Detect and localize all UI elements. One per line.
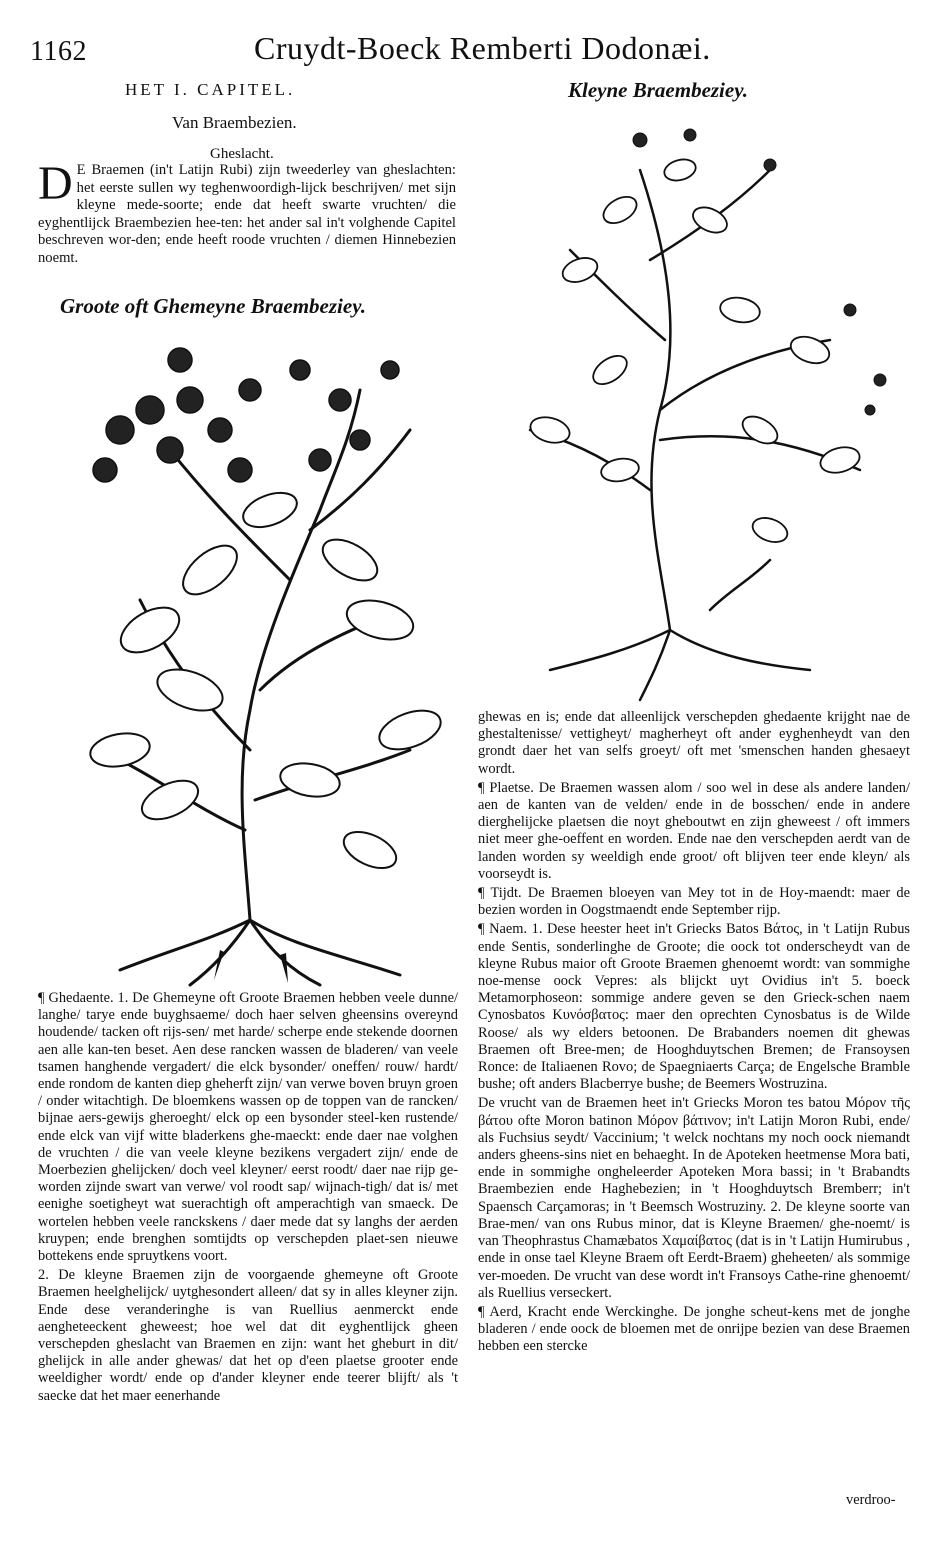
right-illustration-caption: Kleyne Braembeziey. bbox=[568, 78, 749, 102]
right-paragraph: ¶ Naem. 1. Dese heester heet in't Griecks Batos Βάτος, in 't Latijn Rubus ende Sentis, sonderlinghe de Groote; die oock tot onderscheydt van de kleyne Rubus maior oft Groote Braemen ghenoemt wordt: van sommighe noe-mense oock Vepres: als blijckt uyt Ovidius in't 5. boeck Metamorphoseon: sommige andere geven se den Grieck-schen naem Cynosbatos Κυνόσβατος: maer den oprechten Cynosbatus is de Wilde Roose/ als wy elders betoonen. De Brabanders noemen dit ghewas Braemen oft Bree-men; de Hooghduytschen Bremen; de Fransoysen Ronce: de Italiaenen Rovo; de Spaegniaerts Carça; de Engelsche Bramble bushe; oft anders Blacberrye bushe; de Beemers Wostruzina. bbox=[478, 921, 910, 1093]
chapter-title: HET I. CAPITEL. bbox=[125, 80, 296, 99]
left-illustration-caption: Groote oft Ghemeyne Braembeziey. bbox=[60, 294, 366, 318]
chapter-subtitle: Van Braembezien. bbox=[172, 113, 297, 132]
catchword: verdroo- bbox=[846, 1492, 896, 1508]
small-bramble-woodcut bbox=[510, 110, 920, 710]
right-paragraph: ¶ Plaetse. De Braemen wassen alom / soo wel in dese als andere landen/ aen de kanten van de velden/ ende in de bosschen/ ende in andere dierghelijcke plaetsen die noyt gheboutwt en zijn gheweest / oft immers niet meer ghe-oeffent en worden. Ende nae den verschepden aerdt van de landen worden sy weeldigh ende groot/ oft blijven teer ende kleyn/ als voorseydt is. bbox=[478, 779, 910, 882]
page-number: 1162 bbox=[30, 36, 87, 67]
left-text-column bbox=[38, 990, 458, 1407]
large-bramble-woodcut bbox=[60, 330, 465, 990]
right-text-column bbox=[478, 709, 910, 1358]
intro-paragraph bbox=[38, 157, 456, 268]
right-paragraph: ¶ Aerd, Kracht ende Werckinghe. De jonghe scheut-kens met de jonghe bladeren / ende oock de bloemen met de onrijpe bezien van dese Braemen hebben een stercke bbox=[478, 1303, 910, 1355]
right-paragraph: ghewas en is; ende dat alleenlijck verschepden ghedaente krijght nae de ghestaltenisse/ vettigheyt/ magherheyt oft ander eyghenheydt van den grondt daer het van selfs groeyt/ oft met 'smenschen handen ghesaeyt wordt. bbox=[478, 709, 910, 777]
right-paragraph: ¶ Tijdt. De Braemen bloeyen van Mey tot in de Hoy-maendt: maer de bezien worden in Oogstmaendt ende September rijp. bbox=[478, 885, 910, 919]
right-paragraph: De vrucht van de Braemen heet in't Griecks Moron tes batou Μόρον τῆς βάτου ofte Moron batinon Μόρον βάτινον; in't Latijn Moron Rubi, ende/ als Fuchsius seydt/ Vaccinium; 't welck nochtans my noch oock niemandt anders gheens-sins niet en behaeght. In de Apoteken heetmense Mora bati, ende in sommighe ongheleerder Apoteken Mora bassi; in 't Brabandts Braembezien ende Haghebezien; in 't Hooghduytsch Bremberr; in't Spaensch Carçamoras; in 't Beemsch Wostruziny. 2. De kleyne soorte van Brae-men/ van ons Rubus minor, dat is Kleyne Braemen/ ghe-noemt/ is van Theophrastus Chamæbatos Χαμαίβατος (dat is in 't Latijn Humirubus , ende in onse tael Kleyne Braem oft Eerdt-Braem) gheheeten/ als sommige ver-moeden. De vrucht van dese wordt in't Fransoys Cathe-rine ghenoemt/ als Ruellius verseckert. bbox=[478, 1095, 910, 1301]
drop-cap: D bbox=[38, 157, 73, 210]
intro-text: E Braemen (in't Latijn Rubi) zijn tweederley van gheslachten: het eerste sullen wy teghenwoordigh-lijck beschrijven/ met sijn kleyne mede-soorte; ende dat heeft swarte vruchten/ die eyghentlijck Braembezien hee-ten: het ander sal in't volghende Capitel beschreven wor-den; ende heeft roode vruchten / diemen Hinnebezien noemt. bbox=[38, 162, 456, 266]
section-heading: Gheslacht. bbox=[210, 146, 274, 162]
left-paragraph: ¶ Ghedaente. 1. De Ghemeyne oft Groote Braemen hebben veele dunne/ langhe/ tarye ende buyghsaeme/ doch haer selven gheensins overeynd houdende/ tacken oft rijs-sen/ met harde/ scherpe ende stekende doornen aen alle kan-ten beset. Aen dese rancken wassen de bladeren/ van veele tsamen hanghende vergadert/ die elck bysonder/ oneffen/ rouw/ hardt/ ende rondom de kanten diep gheherft zijn/ van verwe boven bruyn groen / onder witachtigh. De bloemkens wassen op de toppen van de rancken/ bijnae aers-gewijs gheroeght/ elck op een bysonder steel-ken rustende/ ende elck van vijf witte bladerkens ghe-maeckt: ende daer nae volghen de vruchten / die van veele kleyne bezikens vergadert zijn/ ende de Moerbezien ghelijcken/ doch veel kleyner/ eerst roodt/ daer nae rijp ge-worden zijnde swart van verwe/ vol roodt sap/ wijnach-tigh/ dat is/ met eenighe soetigheyt wat suerachtigh oft amperachtigh van smaeck. De wortelen hebben veele ranckskens / daer mede dat sy langhs der aerden kruypen; ende brenghen somtijdts op verschepden plaet-sen nieuwe bottekens ende spruytkens voort. bbox=[38, 990, 458, 1265]
left-paragraph: 2. De kleyne Braemen zijn de voorgaende ghemeyne oft Groote Braemen heelghelijck/ uytghesondert alleen/ dat sy in alles kleyner zijn. Ende dese veranderinghe is van Ruellius aenmerckt ende aengheteeckent gheweest; hoe wel dat dit eyghentlijck gheen verschepden gheslacht van Braemen en zijn: want het gheburt in dit/ ghelijck in alle ander ghewas/ dat het op d'een plaetse grooter ende weeldigher wordt/ ende op d'ander kleyner ende teerer blijft/ als 't saecke dat het maer eenerhande bbox=[38, 1267, 458, 1404]
running-title: Cruydt-Boeck Remberti Dodonæi. bbox=[254, 30, 711, 66]
